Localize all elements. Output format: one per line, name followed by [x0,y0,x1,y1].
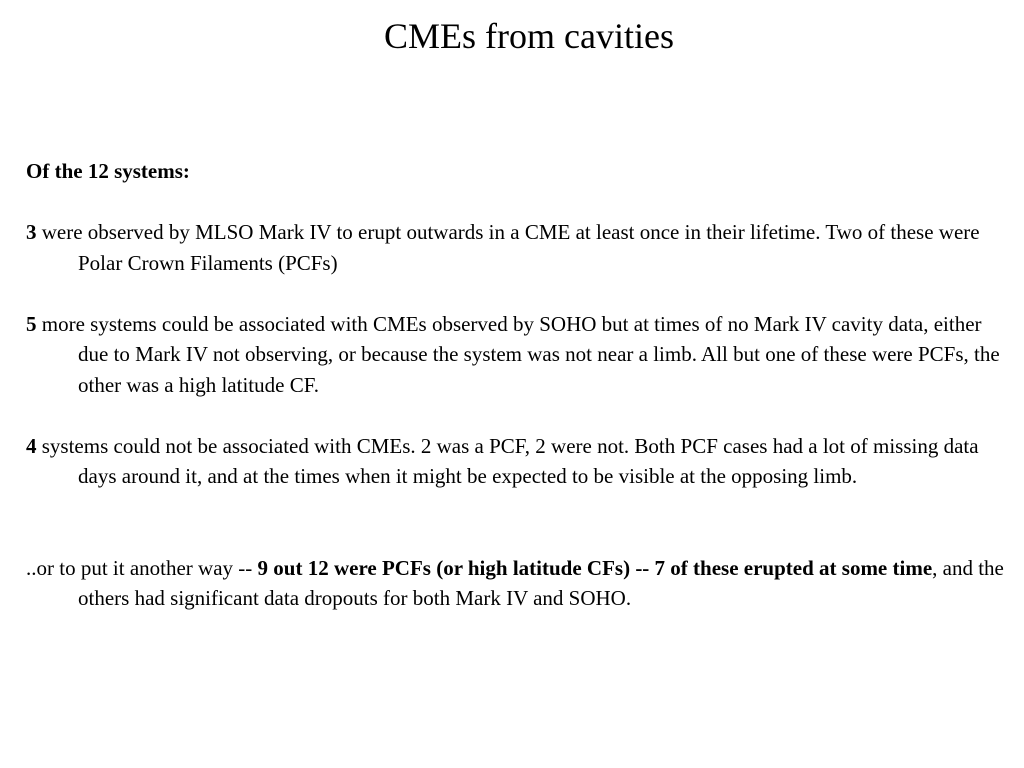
summary-paragraph [26,553,1006,614]
item-count: 3 [26,220,37,244]
item-text: systems could not be associated with CMEs. 2 was a PCF, 2 were not. Both PCF cases had a lot of missing data days around it, and at the times when it might be expected to be visible at the opposing limb. [36,433,979,488]
item-count: 4 [26,433,37,458]
spacer [26,278,1006,309]
item-soho-associated [26,309,1006,401]
item-erupted-mark-iv [26,217,1006,278]
spacer [26,400,1006,431]
item-text: more systems could be associated with CMEs observed by SOHO but at times of no Mark IV cavity data, either due to Mark IV not observing, or because the system was not near a limb. All but one of these were PCFs, the other was a high latitude CF. [36,311,1000,397]
item-not-associated [26,431,1006,492]
item-count: 5 [26,311,37,336]
summary-bold: 9 out 12 were PCFs (or high latitude CFs) -- 7 of these erupted at some time [257,555,933,580]
systems-heading: Of the 12 systems: [26,159,190,183]
spacer [26,492,1006,553]
item-text: were observed by MLSO Mark IV to erupt outwards in a CME at least once in their lifetime. Two of these were Polar Crown Filaments (PCFs) [36,220,980,275]
summary-prefix: ..or to put it another way -- [26,555,258,580]
summary-suffix: , and the others had significant data dropouts for both Mark IV and SOHO. [78,555,1004,610]
slide-title: CMEs from cavities [384,16,674,56]
slide-body [26,156,1006,614]
